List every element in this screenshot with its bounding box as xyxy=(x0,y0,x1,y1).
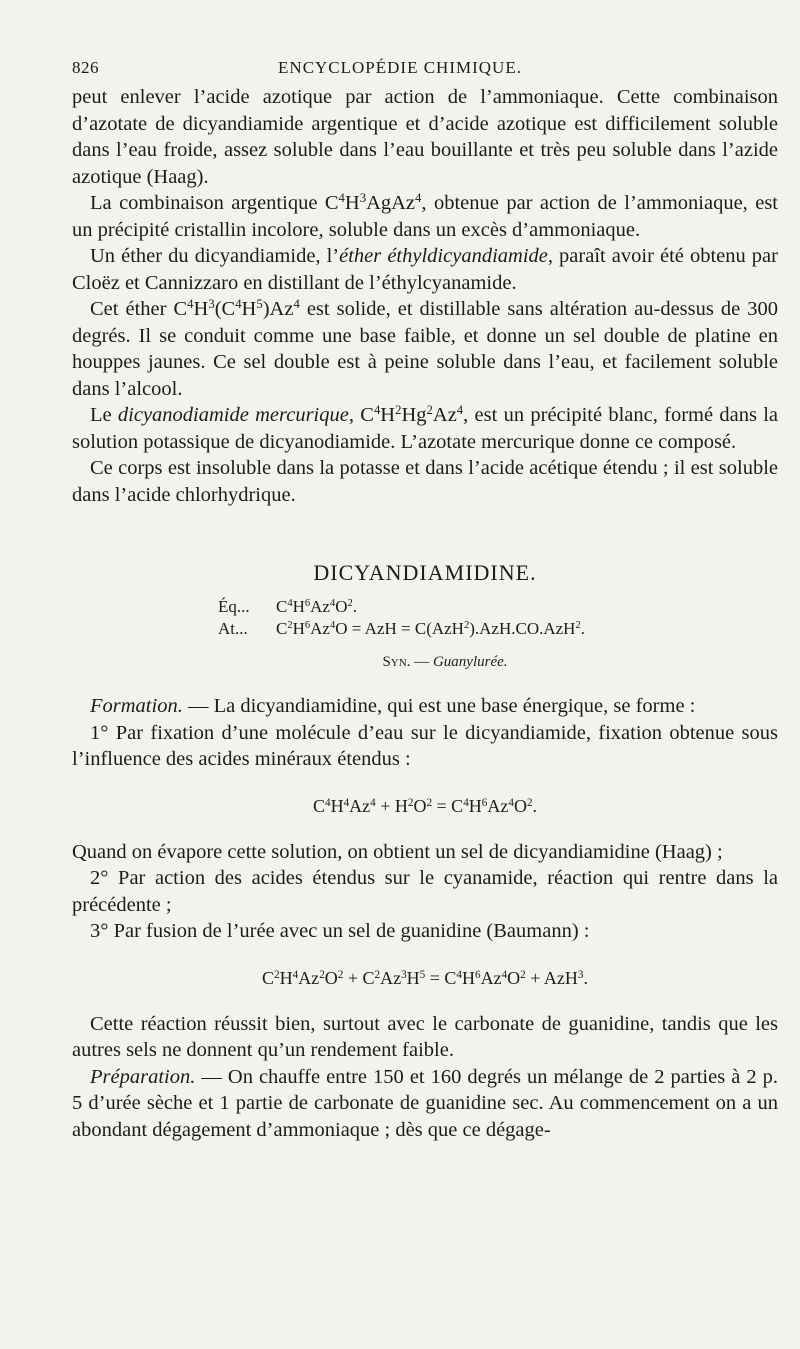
synonym-value: Guanylurée. xyxy=(432,654,508,670)
formula-label: Éq... xyxy=(218,597,250,616)
equation-2: $C^2H^4Az^2O^2 + C^2Az^3H^5 = C^4H^6Az^4O^2 + AzH^3$. xyxy=(262,967,588,988)
text: — On chauffe entre 150 et 160 degrés un mélange de 2 parties à 2 p. 5 d’urée sèche et 1 partie de carbonate de guanidine sec. Au commencement on a un abondant dégagement d’ammoniaque ; dès que ce dégage- xyxy=(72,1065,778,1141)
synonym-label: Syn. xyxy=(382,654,411,670)
text: , obtenue par action de l’ammoniaque, est un précipité cristallin incolore, soluble dans un excès d’ammoniaque. xyxy=(72,192,779,241)
equation-1: $C^4H^4Az^4 + H^2O^2 = C^4H^6Az^4O^2$. xyxy=(312,795,538,816)
synonym-line xyxy=(112,654,778,671)
formula-atomic: At... $C^2H^6Az^4O$ = AzH = C(AzH$^2$).AzH.CO.AzH$^2$. xyxy=(218,619,585,638)
formation-after-eq1: Quand on évapore cette solution, on obtient un sel de dicyandiamidine (Haag) ; xyxy=(72,840,723,863)
paragraph-1: peut enlever l’acide azotique par action de l’ammoniaque. Cette combinaison d’azotate de dicyandiamide argentique et d’acide azotique est difficilement soluble dans l’eau froide, assez soluble dans l’eau bouillante et très peu soluble dans l’azide azotique (Haag). xyxy=(72,86,778,188)
text: — La dicyandiamidine, qui est une base énergique, se forme : xyxy=(182,695,696,717)
page-number: 826 xyxy=(72,58,99,77)
text: , paraît avoir été obtenu par Cloëz et Cannizzaro en distillant de l’éthylcyanamide. xyxy=(72,245,778,294)
paragraph-6: Ce corps est insoluble dans la potasse et dans l’acide acétique étendu ; il est soluble dans l’acide chlorhydrique. xyxy=(72,457,778,506)
text: La combinaison argentique C xyxy=(90,192,339,214)
running-title: ENCYCLOPÉDIE CHIMIQUE. xyxy=(278,58,522,77)
section-title: DICYANDIAMIDINE. xyxy=(313,560,537,585)
formula-block xyxy=(218,596,778,640)
emphasis: éther éthyldicyandiamide xyxy=(339,245,548,267)
paragraph-2: La combinaison argentique $C^4H^3AgAz^4$, obtenue par action de l’ammoniaque, est un précipité cristallin incolore, soluble dans un excès d’ammoniaque. xyxy=(72,191,779,241)
synonym-dash: — xyxy=(410,654,433,670)
paragraph-3 xyxy=(72,243,778,296)
formula-equivalent: Éq... $C^4H^6Az^4O^2$. xyxy=(218,597,358,616)
text: est solide, et distillable sans altération au-dessus de 300 degrés. Il se conduit comme une base faible, et donne un sel double de platine en houppes jaunes. Ce sel double est à peine soluble dans l’eau, et facilement soluble dans l’alcool. xyxy=(72,298,778,400)
text: Le xyxy=(90,404,118,426)
formation-item-1: 1° Par fixation d’une molécule d’eau sur le dicyandiamide, fixation obtenue sous l’influence des acides minéraux étendus : xyxy=(72,721,778,770)
text: Un éther du dicyandiamide, l’ xyxy=(90,245,340,267)
emphasis: dicyanodiamide mercurique xyxy=(117,404,349,426)
text: , est un précipité blanc, formé dans la solution potassique de dicyanodiamide. L’azotate mercurique donne ce composé. xyxy=(72,404,778,453)
page-header xyxy=(72,58,728,82)
formation-item-3: 3° Par fusion de l’urée avec un sel de guanidine (Baumann) : xyxy=(90,920,590,942)
formation-item-2: 2° Par action des acides étendus sur le cyanamide, réaction qui rentre dans la précédente ; xyxy=(72,867,778,916)
text: Cet éther C xyxy=(90,298,188,320)
paragraph-4: Cet éther $C^4H^3(C^4H^5)Az^4$ est solide, et distillable sans altération au-dessus de 300 degrés. Il se conduit comme une base faible, et donne un sel double de platine en houppes jaunes. Ce sel double est à peine soluble dans l’eau, et facilement soluble dans l’alcool. xyxy=(72,297,778,400)
formation-paragraph xyxy=(72,693,778,720)
preparation-paragraph xyxy=(72,1064,778,1144)
preparation-heading: Préparation. xyxy=(90,1065,196,1088)
formation-heading: Formation. xyxy=(90,695,183,717)
formation-after-eq2: Cette réaction réussit bien, surtout avec le carbonate de guanidine, tandis que les autres sels ne donnent qu’un rendement faible. xyxy=(72,1012,778,1061)
paragraph-5: Le dicyanodiamide mercurique, $C^4H^2Hg^2Az^4$, est un précipité blanc, formé dans la solution potassique de dicyanodiamide. L’azotate mercurique donne ce composé. xyxy=(72,403,778,453)
page-body xyxy=(72,84,778,1143)
formula-label: At... xyxy=(218,619,248,638)
text: , C xyxy=(348,404,374,426)
